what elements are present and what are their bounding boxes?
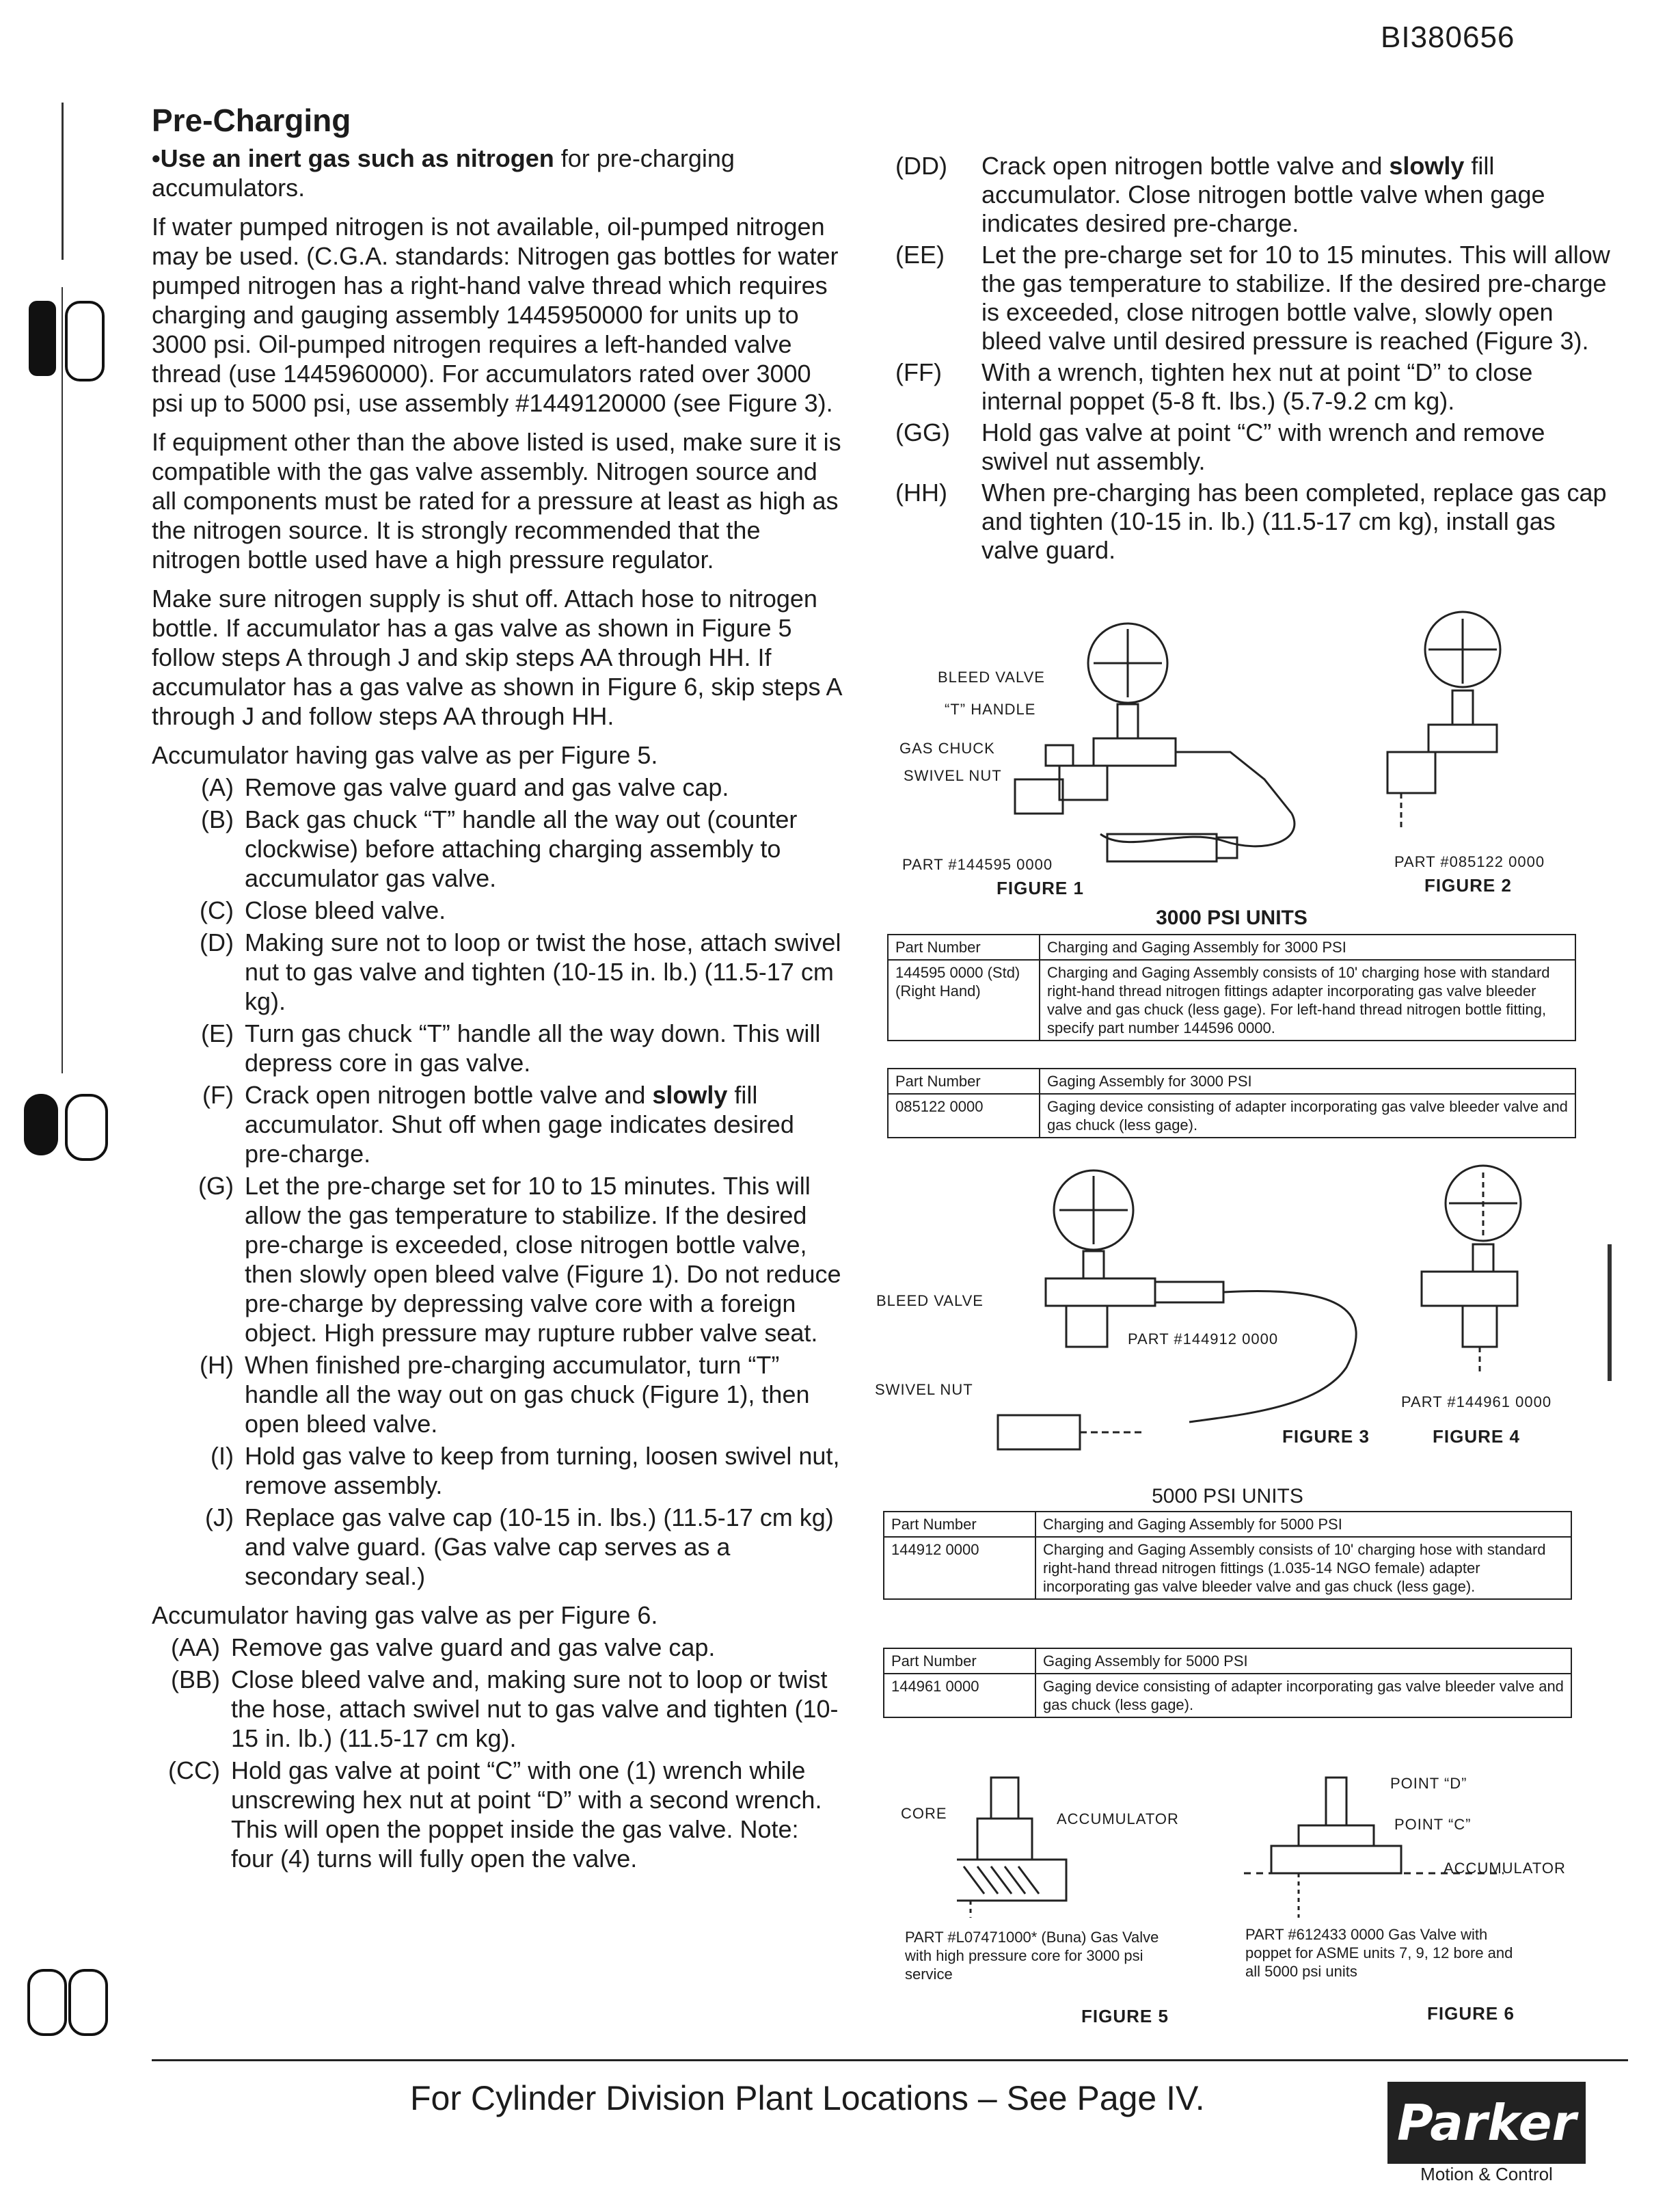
step-key: (B) — [201, 805, 234, 833]
figure-1-label: FIGURE 1 — [997, 878, 1084, 898]
step-item — [152, 896, 842, 925]
binder-hole — [29, 301, 56, 376]
step-item — [152, 1171, 842, 1348]
lead-bold: •Use an inert gas such as nitrogen — [152, 144, 554, 172]
footer-rule — [152, 2059, 1628, 2061]
table-header: Part Number — [888, 1069, 1040, 1094]
table-header: Charging and Gaging Assembly for 5000 PSI — [1035, 1512, 1571, 1537]
figure-5-label: FIGURE 5 — [1081, 2006, 1169, 2026]
fig6-intro: Accumulator having gas valve as per Figure 6. — [152, 1601, 658, 1629]
step-text-pre: Crack open nitrogen bottle valve and — [245, 1081, 653, 1109]
fig5-core-label: CORE — [901, 1805, 947, 1822]
table-cell: 144595 0000 (Std) (Right Hand) — [888, 960, 1040, 1041]
units-5000-title: 5000 PSI UNITS — [1152, 1485, 1303, 1507]
step-item — [895, 418, 1613, 476]
step-text: Remove gas valve guard and gas valve cap. — [245, 773, 729, 801]
fig1-part-number: PART #144595 0000 — [902, 856, 1053, 873]
step-item — [895, 479, 1613, 565]
step-text-post: fill accumulator. Shut off when gage indicates desired pre-charge. — [245, 1081, 794, 1168]
figure-5-6-drawing — [889, 1764, 1599, 1921]
step-item — [152, 773, 842, 802]
step-text: Hold gas valve at point “C” with one (1) wrench while unscrewing hex nut at point “D” with a second wrench. This will open the poppet inside the gas valve. Note: four (4) turns will fully open the valve. — [231, 1756, 822, 1873]
binder-hole — [27, 1969, 67, 2036]
spec-table-3000-gaging — [887, 1068, 1576, 1138]
units-3000-title: 3000 PSI UNITS — [1156, 907, 1308, 929]
step-key: (E) — [201, 1019, 234, 1047]
steps-a-j — [152, 773, 842, 1591]
logo-subtitle: Motion & Control — [1420, 2164, 1553, 2184]
step-key: (G) — [198, 1172, 234, 1200]
binder-hole — [24, 1094, 58, 1155]
step-text: Back gas chuck “T” handle all the way out (counter clockwise) before attaching charging assembly to accumulator gas valve. — [245, 805, 798, 892]
fig5-accumulator-label: ACCUMULATOR — [1057, 1810, 1179, 1827]
step-text: Hold gas valve at point “C” with wrench and remove swivel nut assembly. — [981, 418, 1545, 475]
fig4-part-number: PART #144961 0000 — [1401, 1393, 1552, 1410]
table-header: Part Number — [888, 935, 1040, 960]
footer-text: For Cylinder Division Plant Locations – See Page IV. — [410, 2079, 1205, 2117]
logo-text: Parker — [1397, 2094, 1576, 2152]
spec-table-5000-gaging — [883, 1648, 1572, 1718]
steps-aa-cc — [152, 1633, 842, 1873]
table-cell: Charging and Gaging Assembly consists of 10' charging hose with standard right-hand thread nitrogen fittings adapter incorporating gas valve bleeder valve and gas chuck (less gage). For left-hand thread nitrogen bottle fitting, specify part number 144596 0000. — [1040, 960, 1575, 1041]
spec-table-5000-charging — [883, 1511, 1572, 1600]
fig1-gas-chuck-label: GAS CHUCK — [899, 740, 995, 757]
step-item — [152, 1503, 842, 1591]
step-text — [981, 152, 1613, 238]
fig5-intro: Accumulator having gas valve as per Figure 5. — [152, 741, 658, 769]
step-item — [152, 1441, 842, 1500]
step-key: (A) — [201, 773, 234, 801]
step-item — [152, 1080, 842, 1168]
step-key: (H) — [200, 1351, 234, 1379]
t-handle-icon — [1046, 745, 1073, 766]
table-header: Gaging Assembly for 3000 PSI — [1040, 1069, 1575, 1094]
step-item — [152, 1019, 842, 1077]
step-item — [152, 1633, 842, 1662]
step-text: Let the pre-charge set for 10 to 15 minutes. This will allow the gas temperature to stabilize. If the desired pre-charge is exceeded, close nitrogen bottle valve, then slowly open bleed valve (Figure 1). Do not reduce pre-charge by depressing valve core with a foreign object. High pressure may rupture rubber valve seat. — [245, 1172, 841, 1347]
step-item — [152, 1756, 842, 1873]
margin-rule — [62, 287, 63, 1073]
figure-3-label: FIGURE 3 — [1282, 1426, 1370, 1447]
table-cell: 144912 0000 — [884, 1537, 1035, 1599]
table-header: Gaging Assembly for 5000 PSI — [1035, 1648, 1571, 1674]
fig1-t-handle-label: “T” HANDLE — [945, 701, 1036, 718]
step-text: With a wrench, tighten hex nut at point “D” to close internal poppet (5-8 ft. lbs.) (5.7-9.2 cm kg). — [981, 358, 1533, 415]
binder-hole — [68, 1969, 108, 2036]
right-steps — [895, 152, 1613, 567]
step-key: (J) — [205, 1503, 234, 1531]
fig5-caption: PART #L07471000* (Buna) Gas Valve with high pressure core for 3000 psi service — [905, 1929, 1159, 1983]
step-item — [152, 1665, 842, 1753]
figure-2-label: FIGURE 2 — [1424, 875, 1512, 896]
table-cell: Charging and Gaging Assembly consists of 10' charging hose with standard right-hand thread nitrogen fittings (1.035-14 NGO female) adapter incorporating gas valve bleeder valve and gas chuck (less gage). — [1035, 1537, 1571, 1599]
step-key: (D) — [200, 928, 234, 956]
step-text-pre: Crack open nitrogen bottle valve and — [981, 152, 1390, 180]
step-key: (DD) — [895, 152, 947, 180]
step-text: Turn gas chuck “T” handle all the way down. This will depress core in gas valve. — [245, 1019, 821, 1077]
paragraph-nitrogen: If water pumped nitrogen is not available, oil-pumped nitrogen may be used. (C.G.A. standards: Nitrogen gas bottles for water pumped nitrogen has a right-hand valve thread which requires charging and gauging assembly 1445950000 for units up to 3000 psi. Oil-pumped nitrogen requires a left-handed valve thread (use 1445960000). For accumulators rated over 3000 psi up to 5000 psi, use assembly #1449120000 (see Figure 3). — [152, 213, 839, 417]
step-text: Replace gas valve cap (10-15 in. lbs.) (11.5-17 cm kg) and valve guard. (Gas valve cap serves as a secondary seal.) — [245, 1503, 834, 1590]
step-text-bold: slowly — [652, 1081, 728, 1109]
fig1-bleed-valve-label: BLEED VALVE — [938, 669, 1045, 686]
step-text: When pre-charging has been completed, replace gas cap and tighten (10-15 in. lb.) (11.5-17 cm kg), install gas valve guard. — [981, 479, 1607, 564]
lead-paragraph — [152, 144, 842, 202]
step-key: (I) — [211, 1442, 234, 1470]
step-key: (F) — [202, 1081, 234, 1109]
step-key: (GG) — [895, 418, 950, 446]
step-key: (FF) — [895, 358, 942, 386]
fig1-swivel-nut-label: SWIVEL NUT — [904, 767, 1002, 784]
step-text — [245, 1080, 842, 1168]
fig6-accumulator-label: ACCUMULATOR — [1444, 1860, 1566, 1877]
fig6-point-d-label: POINT “D” — [1390, 1775, 1467, 1792]
table-header: Part Number — [884, 1648, 1035, 1674]
step-key: (EE) — [895, 241, 945, 269]
table-header: Part Number — [884, 1512, 1035, 1537]
step-text: When finished pre-charging accumulator, turn “T” handle all the way out on gas chuck (Figure 1), then open bleed valve. — [245, 1351, 810, 1438]
step-text: Remove gas valve guard and gas valve cap. — [231, 1633, 716, 1661]
binder-hole — [65, 1094, 108, 1161]
table-cell: 085122 0000 — [888, 1094, 1040, 1138]
fig3-swivel-nut-label: SWIVEL NUT — [875, 1381, 973, 1398]
step-item — [152, 805, 842, 893]
step-item — [152, 928, 842, 1016]
step-text: Close bleed valve. — [245, 896, 446, 924]
step-key: (CC) — [168, 1756, 220, 1784]
margin-rule — [1608, 1244, 1612, 1381]
table-cell: Gaging device consisting of adapter incorporating gas valve bleeder valve and gas chuck (less gage). — [1035, 1674, 1571, 1717]
fig6-caption: PART #612433 0000 Gas Valve with poppet for ASME units 7, 9, 12 bore and all 5000 psi units — [1245, 1926, 1513, 1980]
document-id: BI380656 — [1381, 21, 1515, 54]
fig2-part-number: PART #085122 0000 — [1394, 853, 1545, 870]
step-item — [895, 241, 1613, 356]
lead-rest: for pre-charging accumulators. — [152, 144, 735, 202]
spec-table-3000-charging — [887, 934, 1576, 1041]
paragraph-equipment: If equipment other than the above listed is used, make sure it is compatible with the gas valve assembly. Nitrogen source and all components must be rated for a pressure at least as high as the nitrogen source. It is strongly recommended that the nitrogen bottle used have a high pressure regulator. — [152, 428, 841, 574]
step-text: Close bleed valve and, making sure not to loop or twist the hose, attach swivel nut to gas valve and tighten (10-15 in. lb.) (11.5-17 cm kg). — [231, 1665, 839, 1752]
parker-logo — [1387, 2082, 1586, 2164]
left-column — [152, 103, 842, 1883]
step-item — [895, 358, 1613, 416]
step-key: (HH) — [895, 479, 947, 507]
figure-4-label: FIGURE 4 — [1433, 1426, 1520, 1447]
step-key: (AA) — [171, 1633, 220, 1661]
table-header: Charging and Gaging Assembly for 3000 PSI — [1040, 935, 1575, 960]
paragraph-supply: Make sure nitrogen supply is shut off. Attach hose to nitrogen bottle. If accumulator has a gas valve as shown in Figure 5 follow steps A through J and skip steps AA through HH. If accumulator has a gas valve as shown in Figure 6, skip steps A through J and follow steps AA through HH. — [152, 585, 841, 730]
step-item — [895, 152, 1613, 238]
figure-6-label: FIGURE 6 — [1427, 2003, 1515, 2024]
step-text: Hold gas valve to keep from turning, loosen swivel nut, remove assembly. — [245, 1442, 840, 1499]
step-text: Making sure not to loop or twist the hose, attach swivel nut to gas valve and tighten (10-15 in. lb.) (11.5-17 cm kg). — [245, 928, 841, 1015]
step-text-post: fill accumulator. Close nitrogen bottle valve when gage indicates desired pre-charge. — [981, 152, 1545, 237]
step-item — [152, 1350, 842, 1438]
section-title: Pre-Charging — [152, 103, 351, 138]
fig3-bleed-valve-label: BLEED VALVE — [876, 1292, 984, 1309]
binder-hole — [65, 301, 105, 381]
step-text: Let the pre-charge set for 10 to 15 minutes. This will allow the gas temperature to stabilize. If the desired pre-charge is exceeded, close nitrogen bottle valve, slowly open bleed valve until desired pressure is reached (Figure 3). — [981, 241, 1610, 355]
step-text-bold: slowly — [1389, 152, 1465, 180]
step-key: (BB) — [171, 1665, 220, 1693]
step-key: (C) — [200, 896, 234, 924]
fig3-part-number: PART #144912 0000 — [1128, 1330, 1279, 1348]
table-cell: 144961 0000 — [884, 1674, 1035, 1717]
table-cell: Gaging device consisting of adapter incorporating gas valve bleeder valve and gas chuck (less gage). — [1040, 1094, 1575, 1138]
figure-3-4-drawing — [882, 1162, 1599, 1456]
fig6-point-c-label: POINT “C” — [1394, 1816, 1472, 1833]
margin-rule — [62, 103, 64, 260]
